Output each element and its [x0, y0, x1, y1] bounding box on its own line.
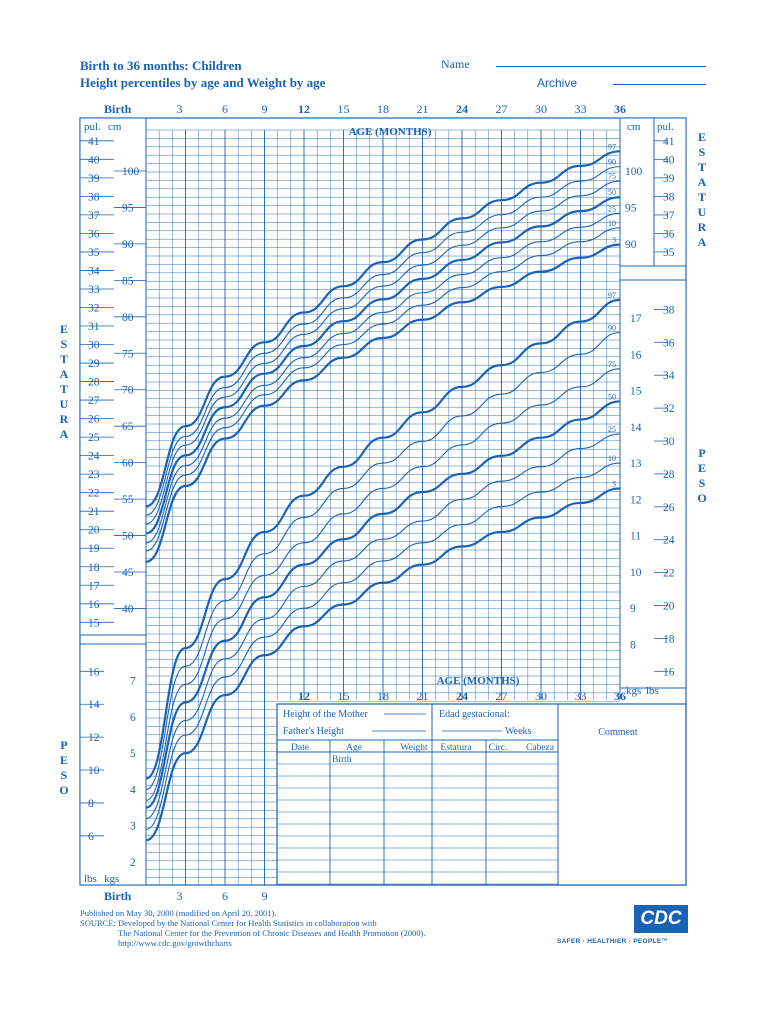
height-percentile-label: 3: [612, 235, 616, 245]
form-col-header: Cabeza: [526, 743, 554, 753]
kg-right-label: 9: [630, 603, 636, 616]
inch-tick-label: 41: [88, 135, 100, 148]
unit-cm-right: cm: [627, 121, 641, 133]
top-age-tick-label: 24: [456, 102, 468, 116]
cm-right-label: 95: [625, 202, 637, 215]
side-letter: E: [697, 130, 706, 144]
cm-right-label: 90: [625, 238, 637, 251]
cm-tick-label: 80: [122, 311, 134, 324]
lb-right-label: 16: [663, 666, 675, 679]
kg-left-label: 5: [130, 748, 136, 761]
unit-pul-right: pul.: [657, 121, 674, 133]
first-row-age: Birth: [332, 755, 352, 765]
form-col-header: Age: [346, 743, 362, 753]
side-letter: S: [60, 337, 68, 351]
inch-tick-label: 15: [88, 617, 100, 630]
chart-title-line1: Birth to 36 months: Children: [80, 58, 242, 73]
footer-published: Published on May 30, 2000 (modified on April 20, 2001).: [80, 908, 277, 918]
inch-right-label: 39: [663, 172, 675, 185]
bottom-age-tick-label: 3: [176, 889, 183, 903]
side-letter: R: [59, 412, 69, 426]
inch-tick-label: 31: [88, 321, 100, 334]
kg-right-label: 10: [630, 566, 642, 579]
lb-right-label: 38: [663, 304, 675, 317]
lb-right-label: 36: [663, 337, 675, 350]
cdc-tagline: SAFER · HEALTHIER · PEOPLE™: [557, 938, 669, 945]
inch-right-label: 36: [663, 228, 675, 241]
side-letter: S: [60, 768, 68, 782]
inch-tick-label: 26: [88, 413, 100, 426]
kg-left-label: 7: [130, 675, 136, 688]
inch-right-label: 40: [663, 154, 675, 167]
side-letter: O: [697, 491, 707, 505]
inch-tick-label: 34: [88, 265, 100, 278]
age-axis-title-top: AGE (MONTHS): [348, 126, 432, 138]
gestational-label: Edad gestacional:: [439, 709, 510, 720]
lb-right-label: 24: [663, 534, 675, 547]
birth-label-bottom: Birth: [104, 889, 132, 903]
inch-tick-label: 28: [88, 376, 100, 389]
top-age-tick-label: 3: [176, 102, 183, 116]
weight-percentile-label: 75: [608, 359, 616, 369]
inch-tick-label: 33: [88, 283, 100, 296]
kg-right-label: 12: [630, 494, 642, 507]
cm-tick-label: 75: [122, 348, 134, 361]
kg-right-label: 14: [630, 421, 642, 434]
unit-cm: cm: [108, 121, 122, 133]
lb-left-label: 10: [88, 765, 100, 778]
inch-right-label: 35: [663, 246, 675, 259]
side-letter: O: [59, 783, 69, 797]
weight-percentile-label: 90: [608, 323, 616, 333]
lb-left-label: 16: [88, 666, 100, 679]
top-age-tick-label: 12: [298, 102, 310, 116]
weight-percentile-label: 3: [612, 479, 616, 489]
form-col-header: Date: [291, 743, 309, 753]
inch-tick-label: 36: [88, 228, 100, 241]
inch-tick-label: 25: [88, 432, 100, 445]
unit-pul: pul.: [84, 121, 101, 133]
lb-right-label: 34: [663, 370, 675, 383]
bottom-age-tick-label: 9: [261, 889, 268, 903]
inch-tick-label: 29: [88, 358, 100, 371]
side-letter: T: [59, 382, 68, 396]
side-letter: S: [698, 476, 706, 490]
kg-left-label: 2: [130, 857, 136, 869]
kg-left-label: 6: [130, 711, 136, 724]
inch-right-label: 37: [663, 209, 675, 222]
mother-height-label: Height of the Mother: [283, 709, 368, 720]
lower-age-tick-label: 12: [298, 689, 310, 703]
side-letter: E: [697, 461, 706, 475]
inch-tick-label: 37: [88, 209, 100, 222]
unit-kgs-right: kgs: [626, 685, 642, 697]
lb-left-label: 12: [88, 732, 100, 745]
lower-age-tick-label: 21: [416, 689, 429, 703]
kg-right-label: 11: [630, 530, 642, 543]
top-age-tick-label: 6: [222, 102, 228, 116]
side-letter: T: [697, 190, 706, 204]
inch-tick-label: 18: [88, 561, 100, 574]
father-height-label: Father's Height: [283, 726, 344, 737]
age-axis-title-lower: AGE (MONTHS): [436, 675, 520, 687]
weight-percentile-label: 10: [608, 454, 616, 464]
cm-tick-label: 45: [122, 567, 134, 579]
inch-right-label: 38: [663, 191, 675, 204]
cm-tick-label: 55: [122, 494, 134, 507]
kg-right-label: 15: [630, 385, 642, 398]
inch-tick-label: 38: [88, 191, 100, 204]
kg-left-label: 4: [130, 784, 136, 797]
top-age-tick-label: 30: [535, 102, 547, 116]
lower-age-tick-label: 30: [535, 689, 547, 703]
height-percentile-label: 25: [608, 204, 616, 214]
footer-source: SOURCE: Developed by the National Center for Health Statistics in collaboration with: [80, 918, 377, 928]
inch-tick-label: 16: [88, 598, 100, 611]
comment-label: Comment: [598, 727, 638, 738]
kg-right-label: 16: [630, 349, 642, 362]
cm-right-label: 100: [625, 166, 643, 178]
lower-age-tick-label: 18: [377, 689, 389, 703]
lower-age-tick-label: 33: [574, 689, 587, 703]
lb-right-label: 20: [663, 600, 675, 613]
top-age-tick-label: 36: [614, 102, 626, 116]
side-letter: P: [60, 738, 68, 752]
bottom-age-tick-label: 6: [222, 889, 228, 903]
cm-tick-label: 70: [122, 384, 134, 397]
cm-tick-label: 100: [122, 166, 140, 178]
inch-tick-label: 40: [88, 154, 100, 167]
lb-left-label: 6: [88, 830, 94, 843]
form-col-header: Estatura: [440, 743, 472, 753]
lb-left-label: 14: [88, 699, 100, 712]
inch-right-label: 41: [663, 135, 675, 148]
cm-tick-label: 95: [122, 202, 134, 215]
lb-right-label: 18: [663, 633, 675, 646]
birth-label-top: Birth: [104, 102, 132, 116]
inch-tick-label: 23: [88, 469, 100, 482]
unit-lbs-right: lbs: [646, 685, 659, 697]
cm-tick-label: 40: [122, 603, 134, 616]
side-letter: A: [59, 427, 69, 441]
side-letter: P: [698, 446, 706, 460]
weight-percentile-label: 97: [608, 290, 616, 300]
unit-kgs: kgs: [104, 873, 120, 885]
cm-tick-label: 85: [122, 275, 134, 288]
height-percentile-label: 97: [608, 142, 616, 152]
top-age-tick-label: 9: [261, 102, 268, 116]
lb-left-label: 8: [88, 797, 94, 810]
lb-right-label: 32: [663, 403, 675, 416]
side-letter: U: [697, 205, 707, 219]
lower-age-tick-label: 15: [337, 689, 350, 703]
weight-percentile-label: 25: [608, 425, 616, 435]
footer-url[interactable]: http://www.cdc.gov/growthcharts: [118, 938, 232, 948]
chart-title-line2: Height percentiles by age and Weight by age: [80, 75, 326, 90]
cm-tick-label: 65: [122, 421, 134, 434]
top-age-tick-label: 18: [377, 102, 389, 116]
height-percentile-label: 75: [608, 172, 616, 182]
inch-tick-label: 32: [88, 302, 100, 315]
top-age-tick-label: 27: [495, 102, 508, 116]
footer-source-2: The National Center for the Prevention of Chronic Diseases and Health Promotion (2000).: [118, 928, 426, 938]
lb-right-label: 28: [663, 468, 675, 481]
measurement-form: [277, 704, 686, 885]
side-letter: A: [59, 367, 69, 381]
side-letter: T: [697, 160, 706, 174]
form-col-header: Circ.: [488, 743, 508, 753]
inch-tick-label: 20: [88, 524, 100, 537]
lower-age-tick-label: 27: [495, 689, 508, 703]
side-letter: R: [697, 220, 707, 234]
height-percentile-label: 50: [608, 188, 616, 198]
side-letter: T: [59, 352, 68, 366]
weeks-label: Weeks: [505, 726, 532, 737]
form-col-header: Weight: [400, 743, 428, 753]
name-label: Name: [441, 57, 470, 71]
archive-label: Archive: [537, 76, 578, 90]
side-letter: A: [697, 175, 707, 189]
inch-tick-label: 35: [88, 246, 100, 259]
right-weight-ruler: [620, 280, 686, 688]
inch-tick-label: 39: [88, 172, 100, 185]
kg-right-label: 17: [630, 313, 642, 325]
cdc-logo: CDC: [634, 905, 688, 933]
inch-tick-label: 24: [88, 450, 100, 463]
lb-right-label: 30: [663, 436, 675, 449]
inch-tick-label: 27: [88, 395, 100, 408]
lower-age-tick-label: 36: [614, 689, 626, 703]
top-age-tick-label: 15: [337, 102, 350, 116]
kg-right-label: 13: [630, 458, 642, 471]
side-letter: E: [59, 322, 68, 336]
lb-right-label: 22: [663, 567, 675, 580]
cm-tick-label: 50: [122, 530, 134, 543]
kg-right-label: 8: [630, 639, 636, 652]
side-letter: E: [59, 753, 68, 767]
side-letter: U: [59, 397, 69, 411]
weight-percentile-label: 50: [608, 392, 616, 402]
side-letter: S: [698, 145, 706, 159]
height-percentile-label: 90: [608, 157, 616, 167]
kg-left-label: 3: [130, 820, 136, 833]
inch-tick-label: 30: [88, 339, 100, 352]
inch-tick-label: 21: [88, 506, 100, 519]
top-age-tick-label: 33: [574, 102, 587, 116]
inch-tick-label: 22: [88, 487, 100, 500]
unit-lbs: lbs: [84, 873, 97, 885]
inch-tick-label: 17: [88, 580, 100, 593]
cm-tick-label: 60: [122, 457, 134, 470]
inch-tick-label: 19: [88, 543, 100, 556]
side-letter: A: [697, 235, 707, 249]
height-percentile-label: 10: [608, 218, 616, 228]
top-age-tick-label: 21: [416, 102, 429, 116]
lb-right-label: 26: [663, 501, 675, 514]
lower-age-tick-label: 24: [456, 689, 468, 703]
cm-tick-label: 90: [122, 238, 134, 251]
